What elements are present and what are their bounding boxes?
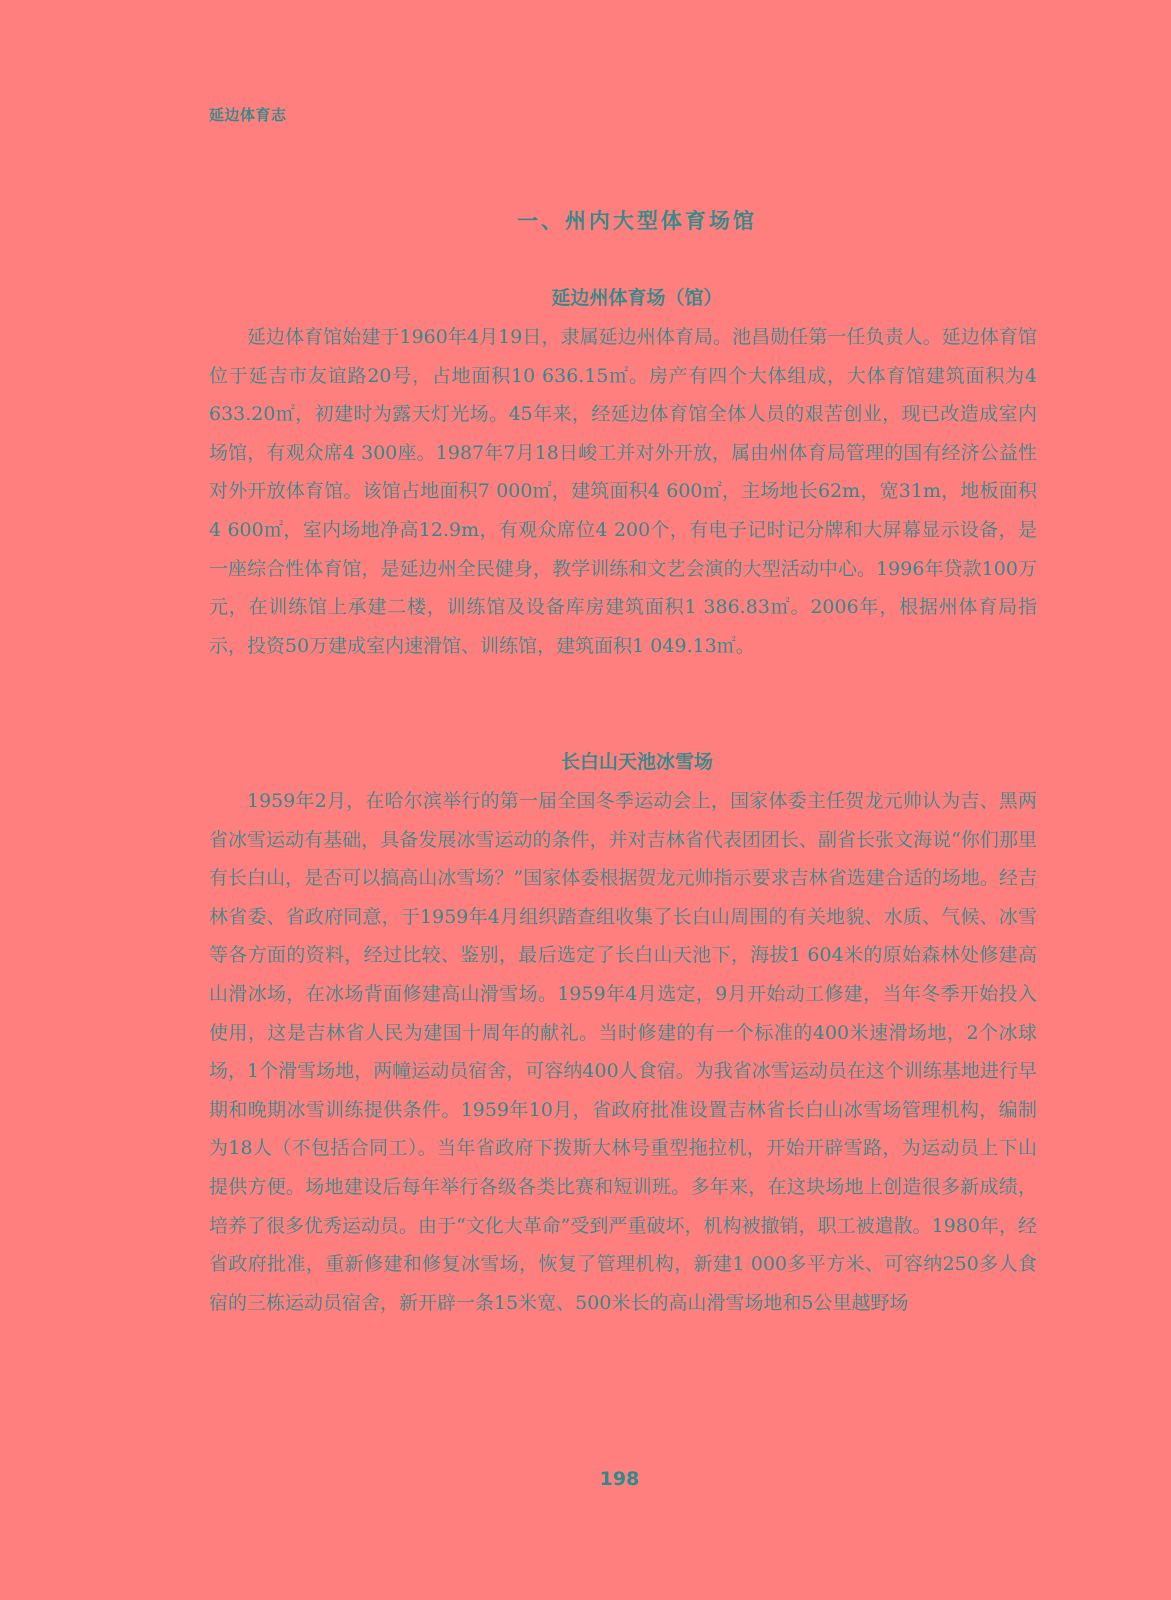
section-title-yanbian-stadium: 延边州体育场（馆）	[551, 287, 723, 309]
page-number: 198	[599, 1468, 640, 1490]
section-paragraph-yanbian-stadium: 延边体育馆始建于1960年4月19日，隶属延边州体育局。池昌勋任第一任负责人。延边体育馆位于延吉市友谊路20号，占地面积10 636.15㎡。房产有四个大体组成，大体育馆建筑面积为4 633.20㎡，初建时为露天灯光场。45年来，经延边体育馆全体人员的艰苦创业，现已改造成室内场馆，有观众席4 300座。1987年7月18日峻工并对外开放，属由州体育局管理的国有经济公益性对外开放体育馆。该馆占地面积7 000㎡，建筑面积4 600㎡，主场地长62m，宽31m，地板面积4 600㎡，室内场地净高12.9m，有观众席位4 200个，有电子记时记分牌和大屏幕显示设备，是一座综合性体育馆，是延边州全民健身，教学训练和文艺会演的大型活动中心。1996年贷款100万元，在训练馆上承建二楼，训练馆及设备库房建筑面积1 386.83㎡。2006年，根据州体育局指示，投资50万建成室内速滑馆、训练馆，建筑面积1 049.13㎡。	[209, 326, 1037, 657]
chapter-title: 一、州内大型体育场馆	[517, 208, 757, 233]
section-title-changbaishan-ice-field: 长白山天池冰雪场	[560, 751, 713, 773]
running-header: 延边体育志	[209, 106, 287, 124]
section-paragraph-changbaishan-ice-field: 1959年2月，在哈尔滨举行的第一届全国冬季运动会上，国家体委主任贺龙元帅认为吉、黑两省冰雪运动有基础，具备发展冰雪运动的条件，并对吉林省代表团团长、副省长张文海说“你们那里有长白山，是否可以搞高山冰雪场？”国家体委根据贺龙元帅指示要求吉林省选建合适的场地。经吉林省委、省政府同意，于1959年4月组织踏查组收集了长白山周围的有关地貌、水质、气候、冰雪等各方面的资料，经过比较、鉴别，最后选定了长白山天池下，海拔1 604米的原始森林处修建高山滑冰场，在冰场背面修建高山滑雪场。1959年4月选定，9月开始动工修建，当年冬季开始投入使用，这是吉林省人民为建国十周年的献礼。当时修建的有一个标准的400米速滑场地，2个冰球场，1个滑雪场地，两幢运动员宿舍，可容纳400人食宿。为我省冰雪运动员在这个训练基地进行早期和晚期冰雪训练提供条件。1959年10月，省政府批准设置吉林省长白山冰雪场管理机构，编制为18人（不包括合同工）。当年省政府下拨斯大林号重型拖拉机，开始开辟雪路，为运动员上下山提供方便。场地建设后每年举行各级各类比赛和短训班。多年来，在这块场地上创造很多新成绩，培养了很多优秀运动员。由于“文化大革命”受到严重破坏，机构被撤销，职工被遣散。1980年，经省政府批准，重新修建和修复冰雪场，恢复了管理机构，新建1 000多平方米、可容纳250多人食宿的三栋运动员宿舍，新开辟一条15米宽、500米长的高山滑雪场地和5公里越野场	[209, 790, 1037, 1314]
